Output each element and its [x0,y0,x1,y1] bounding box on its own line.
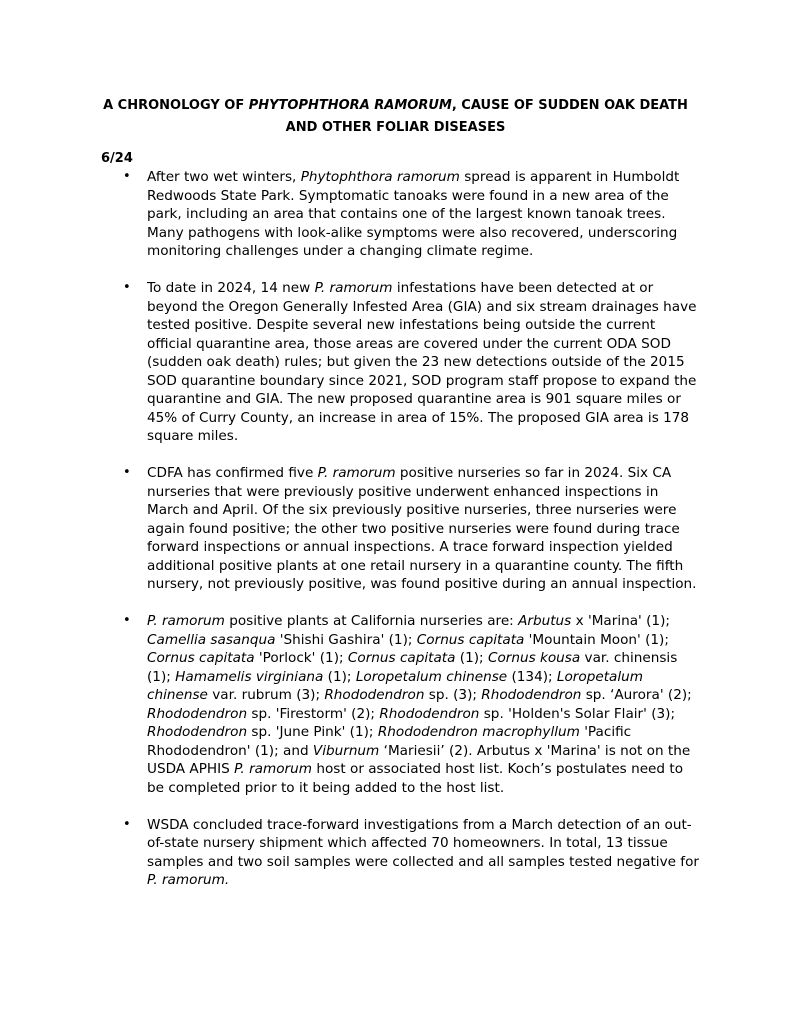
bullet-icon: • [123,280,131,295]
entry-text-run: host or associated host list. Koch’s postulates need to be completed prior to it being added to the host list. [147,761,684,796]
entry-text [147,279,701,446]
entry-text-run: ‘Mariesii’ (2). Arbutus x 'Marina' is not on the USDA APHIS [147,742,691,777]
species-name: Viburnum [312,742,380,759]
chronology-entry [101,168,701,261]
chronology-entry [101,464,701,594]
entry-text [147,168,701,261]
title-text: , CAUSE OF SUDDEN OAK DEATH [451,98,688,113]
species-name: Arbutus [518,613,572,629]
species-name: P. ramorum [234,761,313,777]
bullet-icon: • [123,816,131,832]
entry-text-run: After two wet winters, [147,169,301,185]
species-name: Cornus capitata [416,631,525,648]
title-species-name: PHYTOPHTHORA RAMORUM [248,98,452,113]
species-name: Rhododendron macrophyllum [377,724,580,740]
species-name: Rhododendron [481,687,582,703]
entry-text-run: var. rubrum (3); [207,687,325,703]
species-name: Loropetalum chinense [147,668,644,703]
document-title-line-2: AND OTHER FOLIAR DISEASES [285,120,506,135]
entry-text-run: WSDA concluded trace-forward investigations from a March detection of an out-of-state nursery shipment which affected 70 homeowners. In total, 13 tissue samples and two soil samples were collected and all samples tested negative for [147,816,700,870]
chronology-entry [101,612,701,797]
species-name: Camellia sasanqua [147,631,276,648]
species-name: Rhododendron [324,687,425,703]
entry-text-run: sp. 'June Pink' (1); [247,724,378,740]
species-name: Cornus capitata [347,650,456,666]
species-name: P. ramorum. [147,872,230,888]
entry-text-run: (1); [455,650,488,666]
entry-text-run: positive plants at California nurseries are: [224,613,519,629]
species-name: P. ramorum [147,613,225,629]
entry-text-run: spread is apparent in Humboldt Redwoods State Park. Symptomatic tanoaks were found in a new area of the park, including an area that contains one of the largest known tanoak trees. Many pathogens with look-alike symptoms were also recovered, underscoring monitoring challenges under a changing climate regime. [147,169,680,259]
entry-text-run: 'Shishi Gashira' (1); [275,631,417,648]
entry-text-run: sp. (3); [424,687,482,703]
bullet-icon: • [123,613,131,628]
chronology-entry [101,816,701,890]
title-text: A CHRONOLOGY OF [103,98,249,113]
entry-text-run: (1); [323,668,356,685]
entry-date: 6/24 [101,151,133,166]
entry-text-run: x 'Marina' (1); [571,613,670,629]
chronology-entry [101,279,701,446]
species-name: Loropetalum chinense [355,668,508,685]
bullet-icon: • [123,465,131,480]
entry-text-run: sp. 'Holden's Solar Flair' (3); [479,705,676,722]
entry-text [147,464,701,594]
entry-text [147,816,701,890]
species-name: P. ramorum [314,280,393,296]
entry-text-run: CDFA has confirmed five [147,465,318,481]
entry-text-run: (134); [507,668,557,685]
species-name: Hamamelis virginiana [175,668,324,685]
entry-text-run: 'Porlock' (1); [254,650,348,666]
entry-text-run: 'Pacific Rhododendron' (1); and [147,724,632,759]
entry-text-run: 'Mountain Moon' (1); [524,631,669,648]
entry-text [147,612,701,797]
species-name: Cornus kousa [487,650,581,666]
bullet-icon: • [123,169,131,184]
entry-text-run: To date in 2024, 14 new [147,280,315,296]
species-name: Phytophthora ramorum [300,169,460,185]
document-title-line-1 [80,95,711,117]
species-name: P. ramorum [317,465,396,481]
species-name: Rhododendron [379,705,480,722]
entry-text-run: sp. 'Firestorm' (2); [247,705,380,722]
entry-text-run: sp. ‘Aurora' (2); [581,687,692,703]
chronology-list [101,168,701,908]
species-name: Rhododendron [147,724,248,740]
entry-text-run: infestations have been detected at or beyond the Oregon Generally Infested Area (GIA) and six stream drainages have tested positive. Despite several new infestations being outside the current official quarantine area, those areas are covered under the current ODA SOD (sudden oak death) rules; but given the 23 new detections outside of the 2015 SOD quarantine boundary since 2021, SOD program staff propose to expand the quarantine and GIA. The new proposed quarantine area is 901 square miles or 45% of Curry County, an increase in area of 15%. The proposed GIA area is 178 square miles. [147,280,697,444]
entry-text-run: positive nurseries so far in 2024. Six CA nurseries that were previously positive underwent enhanced inspections in March and April. Of the six previously positive nurseries, three nurseries were again found positive; the other two positive nurseries were found during trace forward inspections or annual inspections. A trace forward inspection yielded additional positive plants at one retail nursery in a quarantine county. The fifth nursery, not previously positive, was found positive during an annual inspection. [147,465,697,592]
species-name: Rhododendron [147,705,248,722]
entry-text-run: var. chinensis (1); [147,650,678,685]
species-name: Cornus capitata [147,650,255,666]
